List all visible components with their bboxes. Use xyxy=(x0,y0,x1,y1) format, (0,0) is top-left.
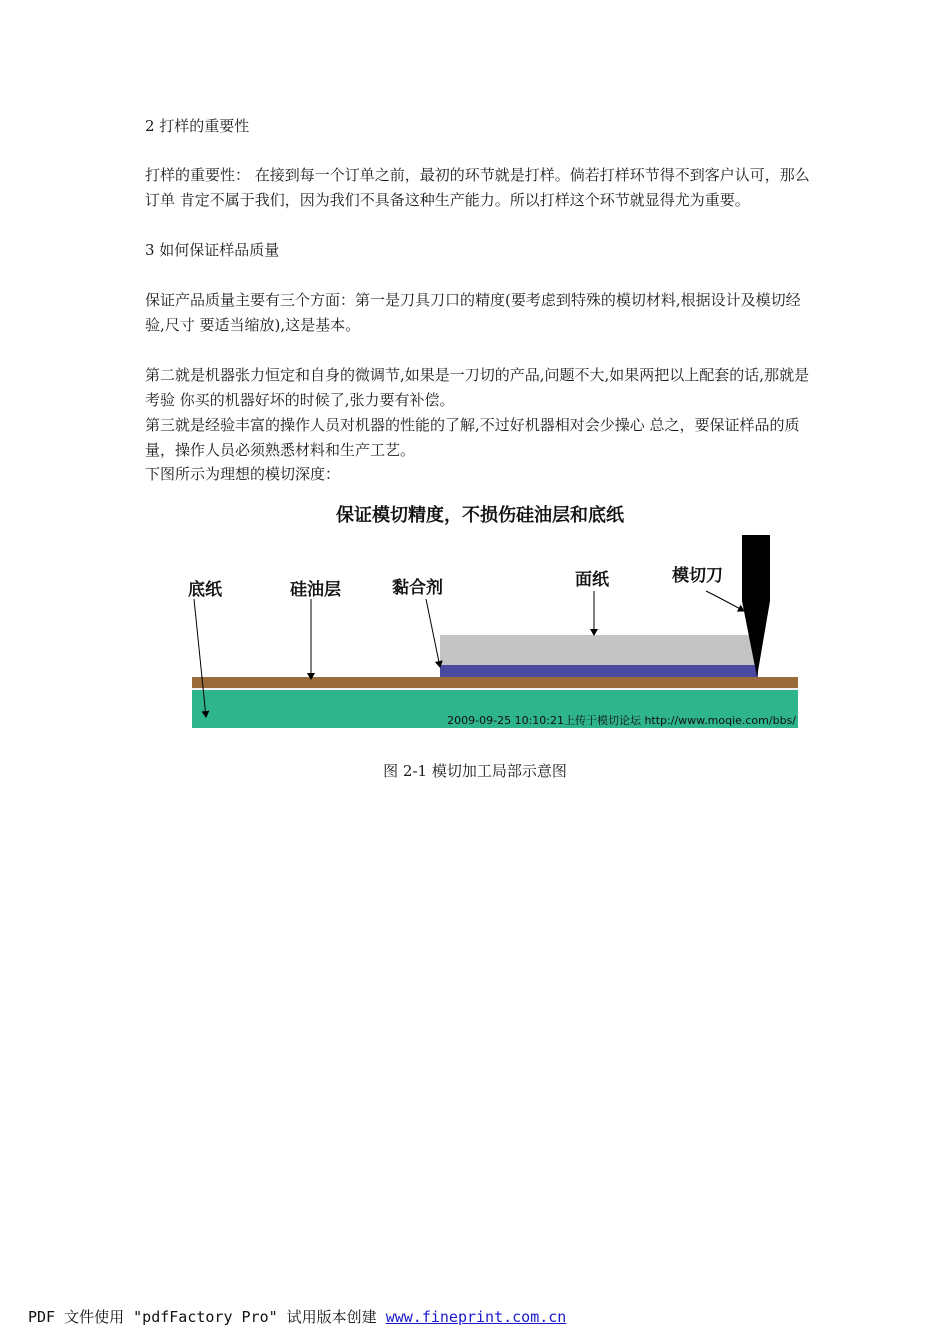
label-adhesive: 黏合剂 xyxy=(392,578,443,598)
silicone-layer xyxy=(192,677,798,688)
label-face-paper: 面纸 xyxy=(575,570,609,590)
figure-caption: 图 2-1 模切加工局部示意图 xyxy=(383,762,567,780)
footer-text: PDF 文件使用 "pdfFactory Pro" 试用版本创建 xyxy=(28,1308,386,1326)
section-3-paragraph-3: 第三就是经验丰富的操作人员对机器的性能的了解,不过好机器相对会少操心 总之，要保证样品的质量，操作人员必须熟悉材料和生产工艺。 xyxy=(145,416,800,459)
pdf-footer xyxy=(28,1306,566,1328)
section-3-paragraph-1: 保证产品质量主要有三个方面：第一是刀具刀口的精度(要考虑到特殊的模切材料,根据设计及模切经验,尺寸 要适当缩放),这是基本。 xyxy=(145,291,801,334)
label-silicone: 硅油层 xyxy=(290,580,341,600)
section-3-paragraph-2: 第二就是机器张力恒定和自身的微调节,如果是一刀切的产品,问题不大,如果两把以上配套的话,那就是考验 你买的机器好坏的时候了,张力要有补偿。 xyxy=(145,366,810,409)
section-2-heading: 2 打样的重要性 xyxy=(145,117,250,135)
arrow-blade xyxy=(706,591,744,611)
die-cut-diagram xyxy=(150,495,810,740)
image-watermark: 2009-09-25 10:10:21上传于模切论坛 http://www.moqie.com/bbs/ xyxy=(447,714,796,727)
face-paper-layer xyxy=(440,635,758,665)
label-base-paper: 底纸 xyxy=(188,580,222,600)
adhesive-layer xyxy=(440,665,758,677)
footer-link[interactable]: www.fineprint.com.cn xyxy=(385,1308,567,1326)
section-2-paragraph: 打样的重要性： 在接到每一个订单之前，最初的环节就是打样。倘若打样环节得不到客户认可，那么订单 肯定不属于我们，因为我们不具备这种生产能力。所以打样这个环节就显得尤为重要。 xyxy=(145,166,810,209)
arrow-adhesive xyxy=(426,599,440,667)
section-3-paragraph-4: 下图所示为理想的模切深度： xyxy=(145,465,341,483)
label-blade: 模切刀 xyxy=(672,566,723,586)
section-3-heading: 3 如何保证样品质量 xyxy=(145,241,280,259)
diagram-title: 保证模切精度，不损伤硅油层和底纸 xyxy=(336,505,624,526)
